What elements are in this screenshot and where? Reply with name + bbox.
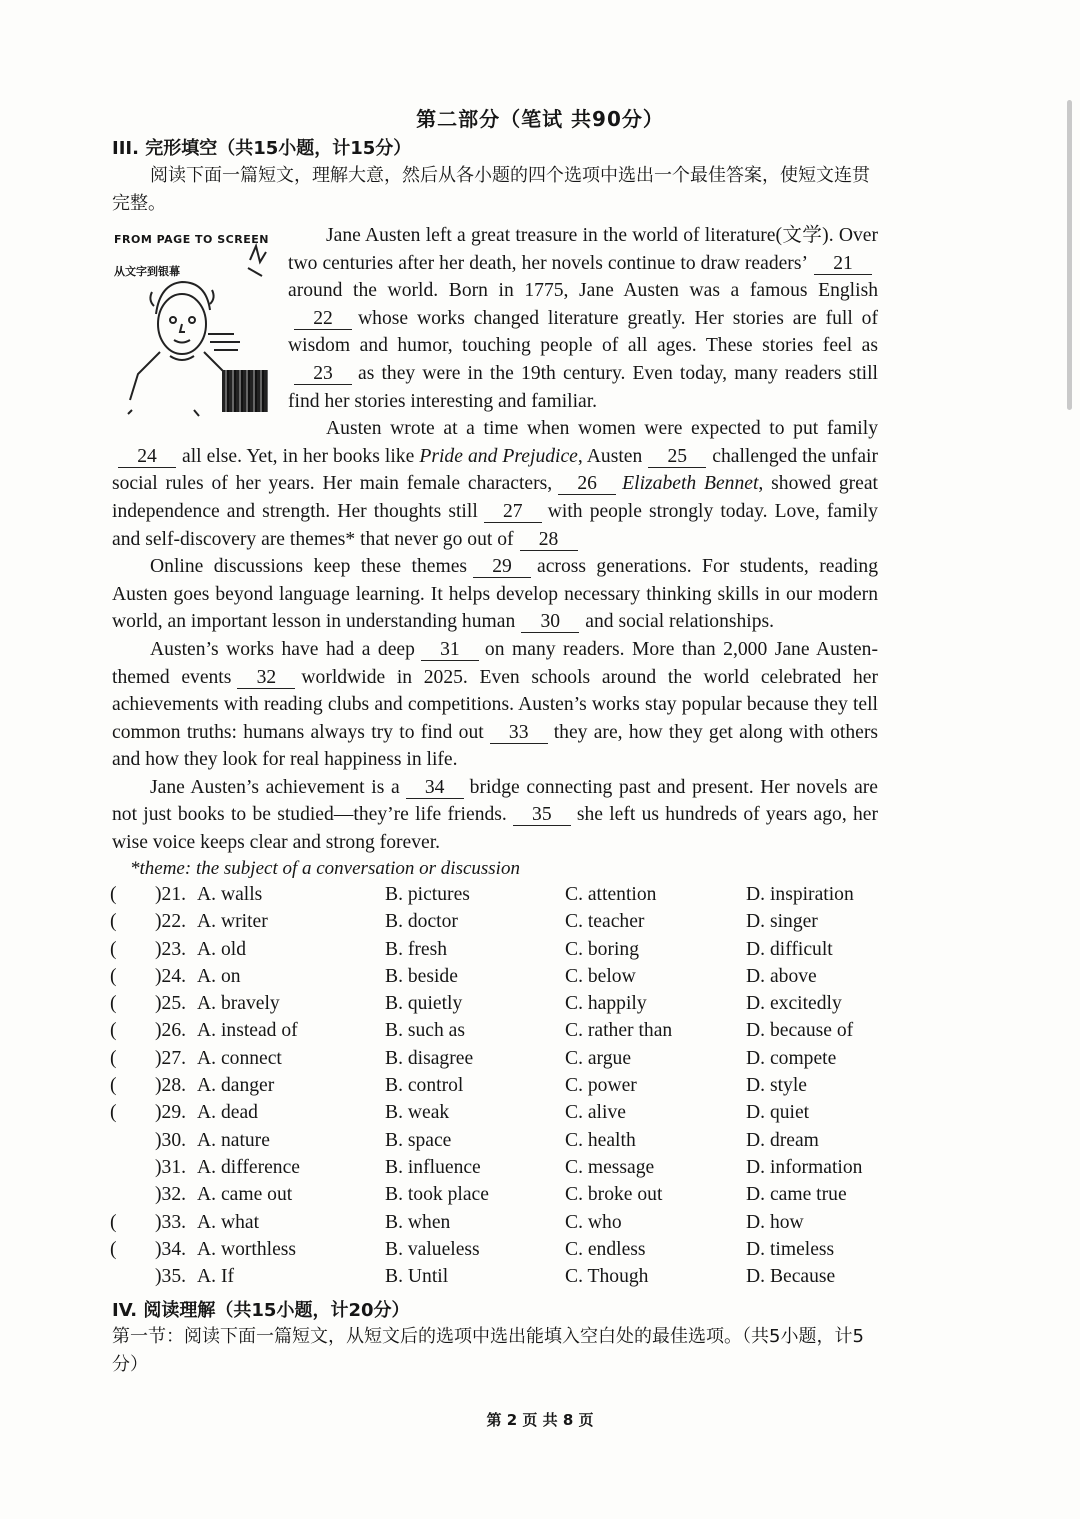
blank-29: 29 [473,557,531,578]
option-b: B. beside [385,965,458,987]
option-a: A. came out [197,1184,293,1206]
answer-bracket: ( [110,911,117,933]
figure-caption-zh: 从文字到银幕 [114,265,180,278]
option-d: D. Because [746,1266,836,1288]
option-d: D. above [746,965,817,987]
option-b: B. pictures [385,884,470,905]
option-d: D. singer [746,911,818,933]
blank-32: 32 [237,668,295,689]
question-number: )33. [155,1211,187,1233]
option-b: B. doctor [385,911,458,933]
question-row [0,1264,1080,1291]
option-d: D. timeless [746,1238,835,1260]
option-d: D. style [746,1075,807,1097]
option-d: D. compete [746,1047,837,1069]
option-d: D. dream [746,1129,819,1151]
option-a: A. difference [197,1156,300,1178]
option-c: C. below [565,965,636,987]
option-list [0,882,1080,1291]
qr-code [222,370,268,412]
question-number: )27. [155,1047,187,1069]
answer-bracket: ( [110,938,117,960]
question-number: )30. [155,1129,187,1151]
theme-footnote: *theme: the subject of a conversation or discussion [130,858,520,879]
question-row [0,1100,1080,1127]
question-number: )26. [155,1020,187,1042]
question-row [0,964,1080,991]
blank-33: 33 [490,723,548,744]
option-a: A. dead [197,1102,258,1124]
option-d: D. excitedly [746,993,842,1015]
option-b: B. weak [385,1102,450,1124]
option-a: A. worthless [197,1238,297,1260]
answer-bracket: ( [110,884,117,905]
question-row [0,909,1080,936]
cloze-passage [112,222,878,857]
blank-23: 23 [294,364,352,385]
option-c: C. boring [565,938,640,960]
section-4-heading: IV. 阅读理解（共15小题，计20分） [112,1300,410,1321]
answer-bracket: ( [110,1238,117,1260]
question-row [0,1237,1080,1264]
option-a: A. instead of [197,1020,298,1042]
option-b: B. disagree [385,1047,474,1069]
option-b: B. valueless [385,1238,480,1260]
option-c: C. Though [565,1266,649,1288]
option-b: B. took place [385,1184,489,1206]
option-c: C. who [565,1211,622,1233]
question-number: )32. [155,1184,187,1206]
option-a: A. If [197,1266,234,1288]
paragraph-5: Jane Austen’s achievement is a 34 bridge connecting past and present. Her novels are not just books to be studied—they’re life friends. 35 she left us hundreds of years ago, her wise voice keeps clear and strong forever. [112,776,879,854]
blank-24: 24 [118,447,176,468]
option-d: D. how [746,1211,804,1233]
option-a: A. nature [197,1129,270,1151]
option-c: C. message [565,1156,655,1178]
blank-28: 28 [520,530,578,551]
option-c: C. health [565,1129,636,1151]
blank-30: 30 [521,612,579,633]
option-d: D. inspiration [746,884,854,905]
blank-22: 22 [294,309,352,330]
paragraph-3: Online discussions keep these themes 29 across generations. For students, reading Austen goes beyond language learning. It helps develop necessary thinking skills in our modern world, an important lesson in understanding human 30 and social relationships. [112,556,878,633]
question-number: )35. [155,1266,187,1288]
blank-25: 25 [648,447,706,468]
option-d: D. came true [746,1184,847,1206]
option-c: C. argue [565,1047,632,1069]
option-c: C. rather than [565,1020,673,1042]
blank-27: 27 [484,502,542,523]
section-3-instruction: 阅读下面一篇短文，理解大意，然后从各小题的四个选项中选出一个最佳答案，使短文连贯完整。 [112,165,870,214]
option-a: A. writer [197,911,268,933]
jane-austen-illustration [110,224,278,420]
option-b: B. control [385,1075,464,1097]
option-b: B. space [385,1129,452,1151]
option-a: A. danger [197,1075,275,1097]
question-number: )31. [155,1156,187,1178]
answer-bracket: ( [110,1020,117,1042]
option-d: D. information [746,1156,863,1178]
option-b: B. such as [385,1020,466,1042]
answer-bracket: ( [110,1075,117,1097]
page-number: 第 2 页 共 8 页 [486,1411,594,1429]
option-b: B. fresh [385,938,448,960]
section-3-heading: III. 完形填空（共15小题，计15分） [112,138,412,159]
question-row [0,1046,1080,1073]
question-number: )21. [155,884,187,905]
question-row [0,1128,1080,1155]
question-row [0,1073,1080,1100]
option-c: C. happily [565,993,647,1015]
option-c: C. alive [565,1102,626,1124]
paragraph-1: Jane Austen left a great treasure in the world of literature(文学). Over two centuries after her death, her novels continue to draw readers’ 21around the world. Born in 1775, Jane Austen was a famous English22 whose works changed literature greatly. Her stories are full of wisdom and humor, touching people of all ages. These stories feel as23 as they were in the 19th century. Even today, many readers still find her stories interesting and familiar. [288,225,878,412]
option-a: A. connect [197,1047,282,1069]
question-number: )34. [155,1238,187,1260]
question-number: )23. [155,938,187,960]
question-row [0,1210,1080,1237]
option-a: A. walls [197,884,263,905]
scan-edge [1067,100,1072,410]
option-a: A. old [197,938,246,960]
option-a: A. bravely [197,993,280,1015]
answer-bracket: ( [110,993,117,1015]
question-row [0,991,1080,1018]
question-number: )29. [155,1102,187,1124]
answer-bracket: ( [110,965,117,987]
option-b: B. when [385,1211,451,1233]
option-c: C. attention [565,884,657,905]
answer-bracket: ( [110,1047,117,1069]
option-c: C. power [565,1075,637,1097]
option-d: D. quiet [746,1102,810,1124]
question-row [0,882,1080,909]
question-row [0,1182,1080,1209]
option-d: D. because of [746,1020,854,1042]
option-c: C. endless [565,1238,646,1260]
section-4-instruction: 第一节：阅读下面一篇短文，从短文后的选项中选出能填入空白处的最佳选项。（共5小题，计5分） [112,1326,864,1375]
option-a: A. what [197,1211,260,1233]
paragraph-2: Austen wrote at a time when women were expected to put family24 all else. Yet, in her books like Pride and Prejudice, Austen 25 challenged the unfair social rules of her years. Her main female characters, 26 Elizabeth Bennet, showed great independence and strength. Her thoughts still 27 with people strongly today. Love, family and self-discovery are themes* that never go out of 28 [112,418,879,550]
question-number: )25. [155,993,187,1015]
option-a: A. on [197,965,241,987]
question-number: )24. [155,965,187,987]
blank-35: 35 [513,805,571,826]
question-row [0,1155,1080,1182]
blank-31: 31 [421,640,479,661]
option-b: B. quietly [385,993,463,1015]
figure-caption-en: FROM PAGE TO SCREEN [114,233,269,246]
question-number: )28. [155,1075,187,1097]
blank-26: 26 [558,474,616,495]
blank-34: 34 [406,778,464,799]
question-row [0,1018,1080,1045]
option-b: B. Until [385,1266,449,1288]
option-d: D. difficult [746,938,833,960]
option-b: B. influence [385,1156,481,1178]
answer-bracket: ( [110,1211,117,1233]
part-title: 第二部分（笔试 共90分） [416,107,664,131]
option-c: C. broke out [565,1184,663,1206]
answer-bracket: ( [110,1102,117,1124]
question-row [0,937,1080,964]
question-number: )22. [155,911,187,933]
option-c: C. teacher [565,911,645,933]
blank-21: 21 [814,254,872,275]
paragraph-4: Austen’s works have had a deep 31 on many readers. More than 2,000 Jane Austen-themed events 32 worldwide in 2025. Even schools around the world celebrated her achievements with reading clubs and competitions. Austen’s works stay popular because they tell common truths: humans always try to find out 33 they are, how they get along with others and how they look for real happiness in life. [112,638,878,771]
